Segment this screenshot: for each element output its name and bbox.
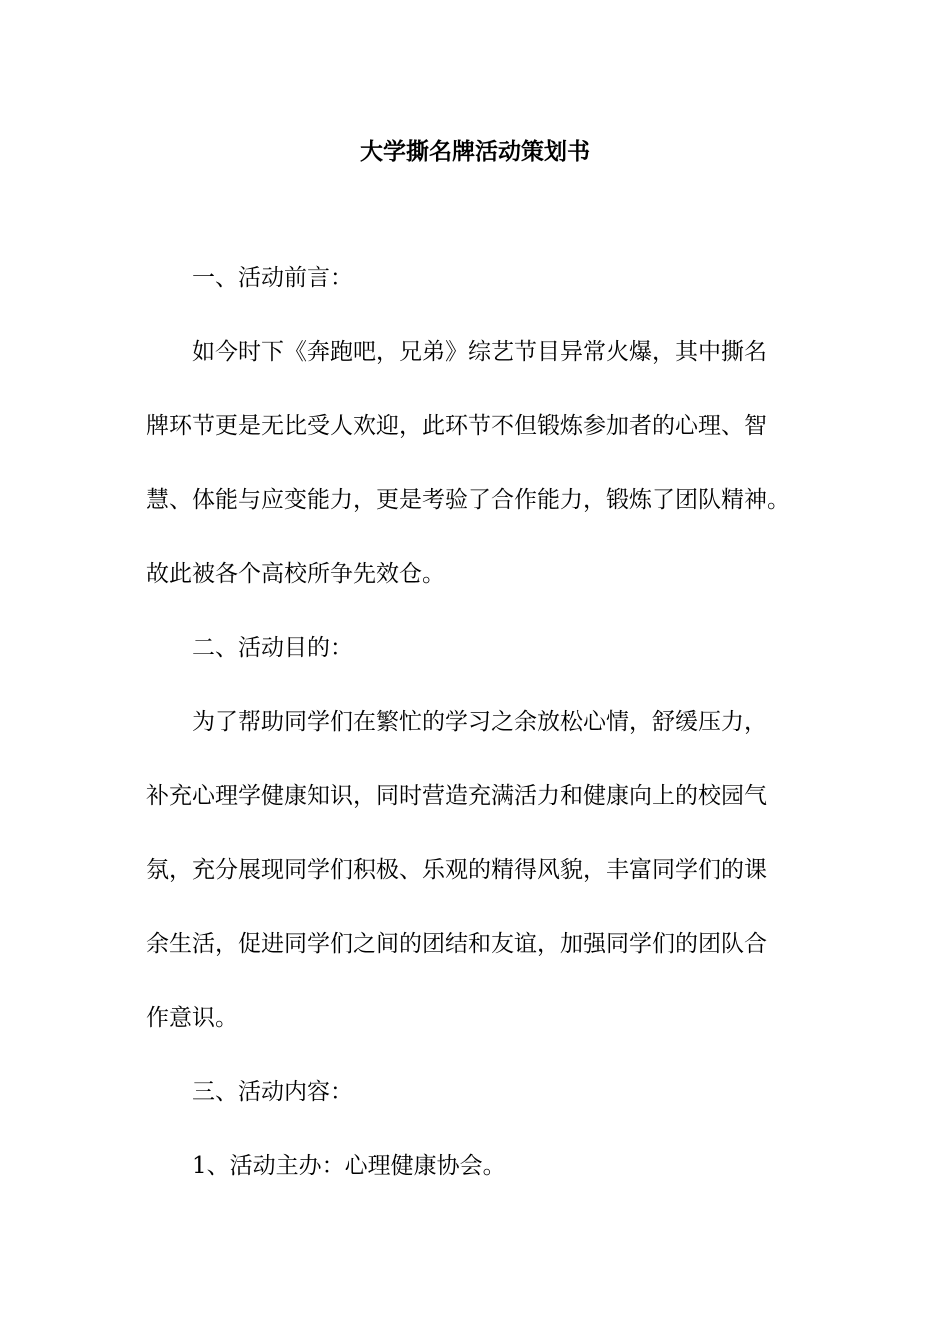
paragraph-line: 牌环节更是无比受人欢迎，此环节不但锻炼参加者的心理、智 xyxy=(146,413,767,439)
paragraph-line: 补充心理学健康知识，同时营造充满活力和健康向上的校园气 xyxy=(146,783,767,809)
paragraph-line: 为了帮助同学们在繁忙的学习之余放松心情，舒缓压力， xyxy=(192,709,767,735)
section-heading-preface: 一、活动前言： xyxy=(192,265,353,291)
document-title: 大学撕名牌活动策划书 xyxy=(360,138,590,165)
paragraph-line: 故此被各个高校所争先效仓。 xyxy=(146,561,445,587)
paragraph-line: 作意识。 xyxy=(146,1005,238,1031)
section-heading-content: 三、活动内容： xyxy=(192,1079,353,1105)
paragraph-line: 如今时下《奔跑吧，兄弟》综艺节目异常火爆，其中撕名 xyxy=(192,339,767,365)
paragraph-line: 氛，充分展现同学们积极、乐观的精得风貌，丰富同学们的课 xyxy=(146,857,767,883)
section-heading-purpose: 二、活动目的： xyxy=(192,635,353,661)
paragraph-line: 慧、体能与应变能力，更是考验了合作能力，锻炼了团队精神。 xyxy=(146,487,790,513)
list-item: 1、活动主办：心理健康协会。 xyxy=(192,1153,506,1179)
paragraph-line: 余生活，促进同学们之间的团结和友谊，加强同学们的团队合 xyxy=(146,931,767,957)
